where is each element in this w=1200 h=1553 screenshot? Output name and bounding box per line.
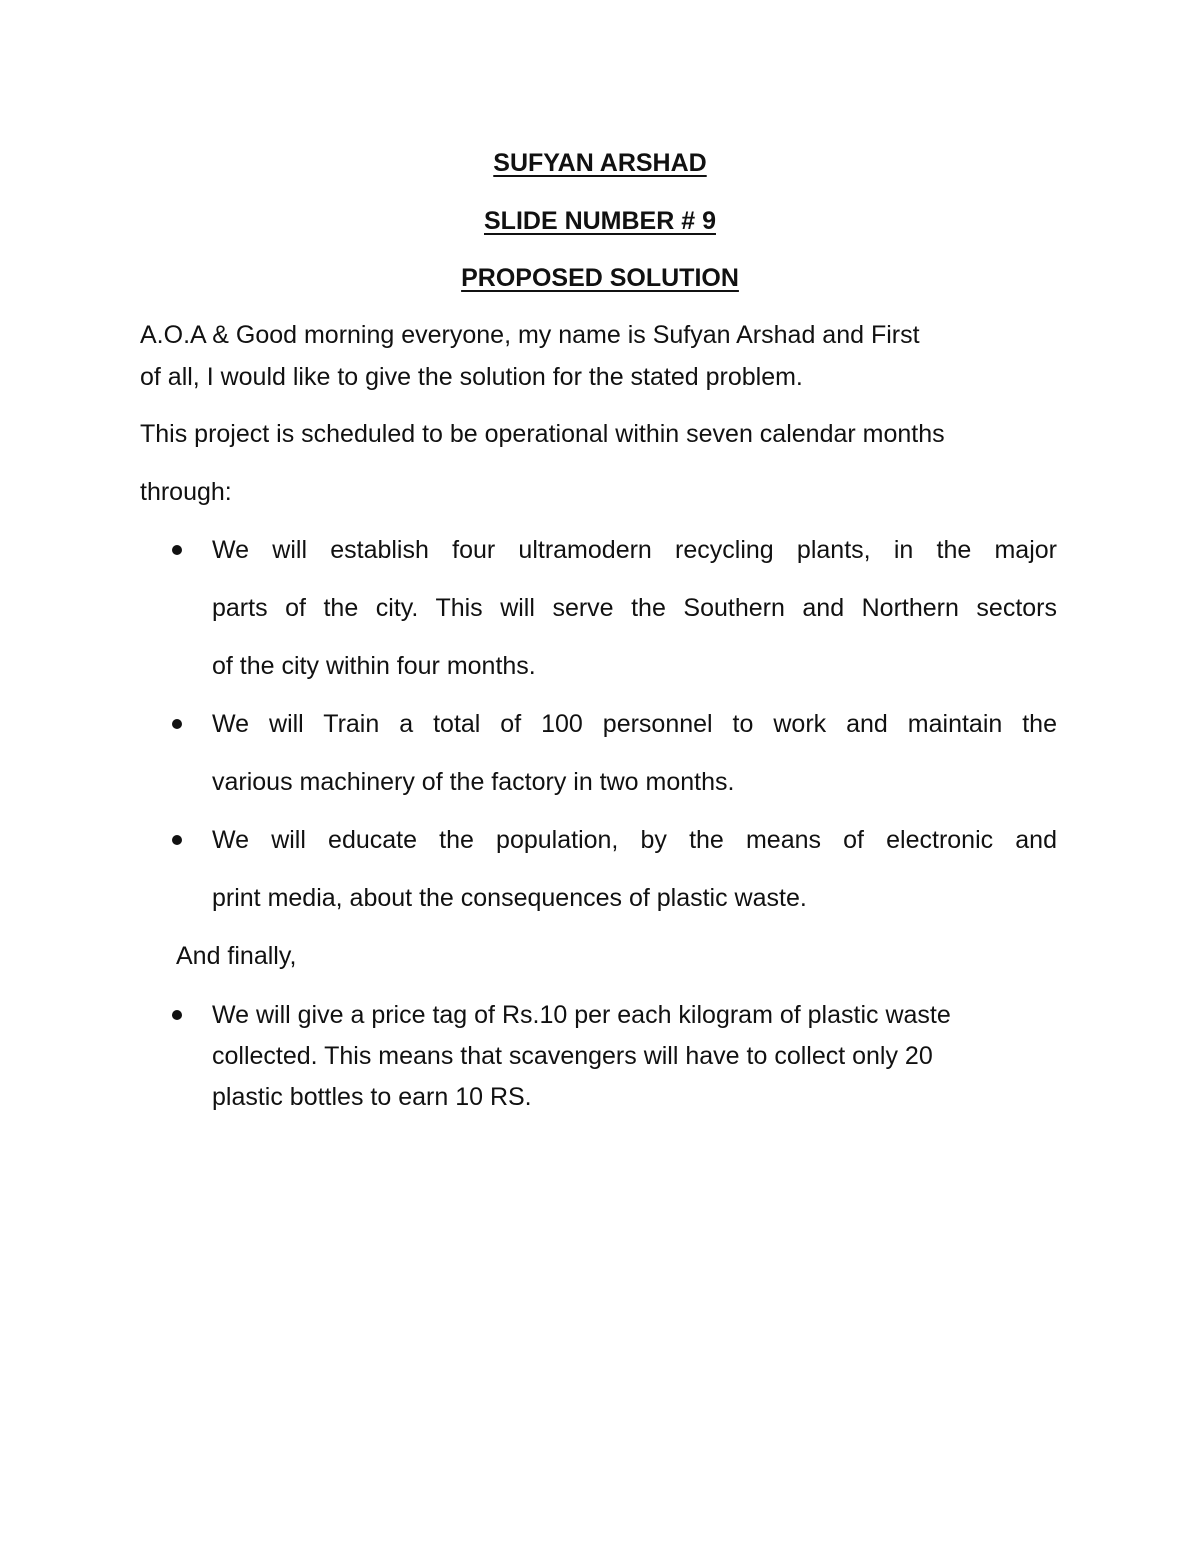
- bullet-2-line-2: various machinery of the factory in two months.: [212, 768, 735, 796]
- schedule-line-2: through:: [140, 478, 232, 506]
- final-bullet-line-1: We will give a price tag of Rs.10 per each kilogram of plastic waste: [212, 1001, 951, 1029]
- bullet-2-line-1: We will Train a total of 100 personnel to work and maintain the: [212, 710, 1057, 738]
- final-bullet-line-2: collected. This means that scavengers will have to collect only 20: [212, 1042, 933, 1070]
- schedule-line-1: This project is scheduled to be operational within seven calendar months: [140, 420, 945, 448]
- intro-line-1: A.O.A & Good morning everyone, my name is Sufyan Arshad and First: [140, 321, 920, 349]
- bullet-dot-2: [172, 719, 182, 729]
- author-heading: SUFYAN ARSHAD: [493, 149, 707, 177]
- bullet-1-line-1: We will establish four ultramodern recycling plants, in the major: [212, 536, 1057, 564]
- finally-label: And finally,: [176, 942, 297, 970]
- slide-number-heading: SLIDE NUMBER # 9: [484, 207, 716, 235]
- bullet-3-line-2: print media, about the consequences of plastic waste.: [212, 884, 807, 912]
- intro-line-2: of all, I would like to give the solution for the stated problem.: [140, 363, 803, 391]
- bullet-1-line-3: of the city within four months.: [212, 652, 536, 680]
- bullet-dot-1: [172, 545, 182, 555]
- section-heading: PROPOSED SOLUTION: [461, 264, 739, 292]
- bullet-1-line-2: parts of the city. This will serve the Southern and Northern sectors: [212, 594, 1057, 622]
- bullet-dot-4: [172, 1010, 182, 1020]
- final-bullet-line-3: plastic bottles to earn 10 RS.: [212, 1083, 532, 1111]
- bullet-3-line-1: We will educate the population, by the means of electronic and: [212, 826, 1057, 854]
- bullet-dot-3: [172, 835, 182, 845]
